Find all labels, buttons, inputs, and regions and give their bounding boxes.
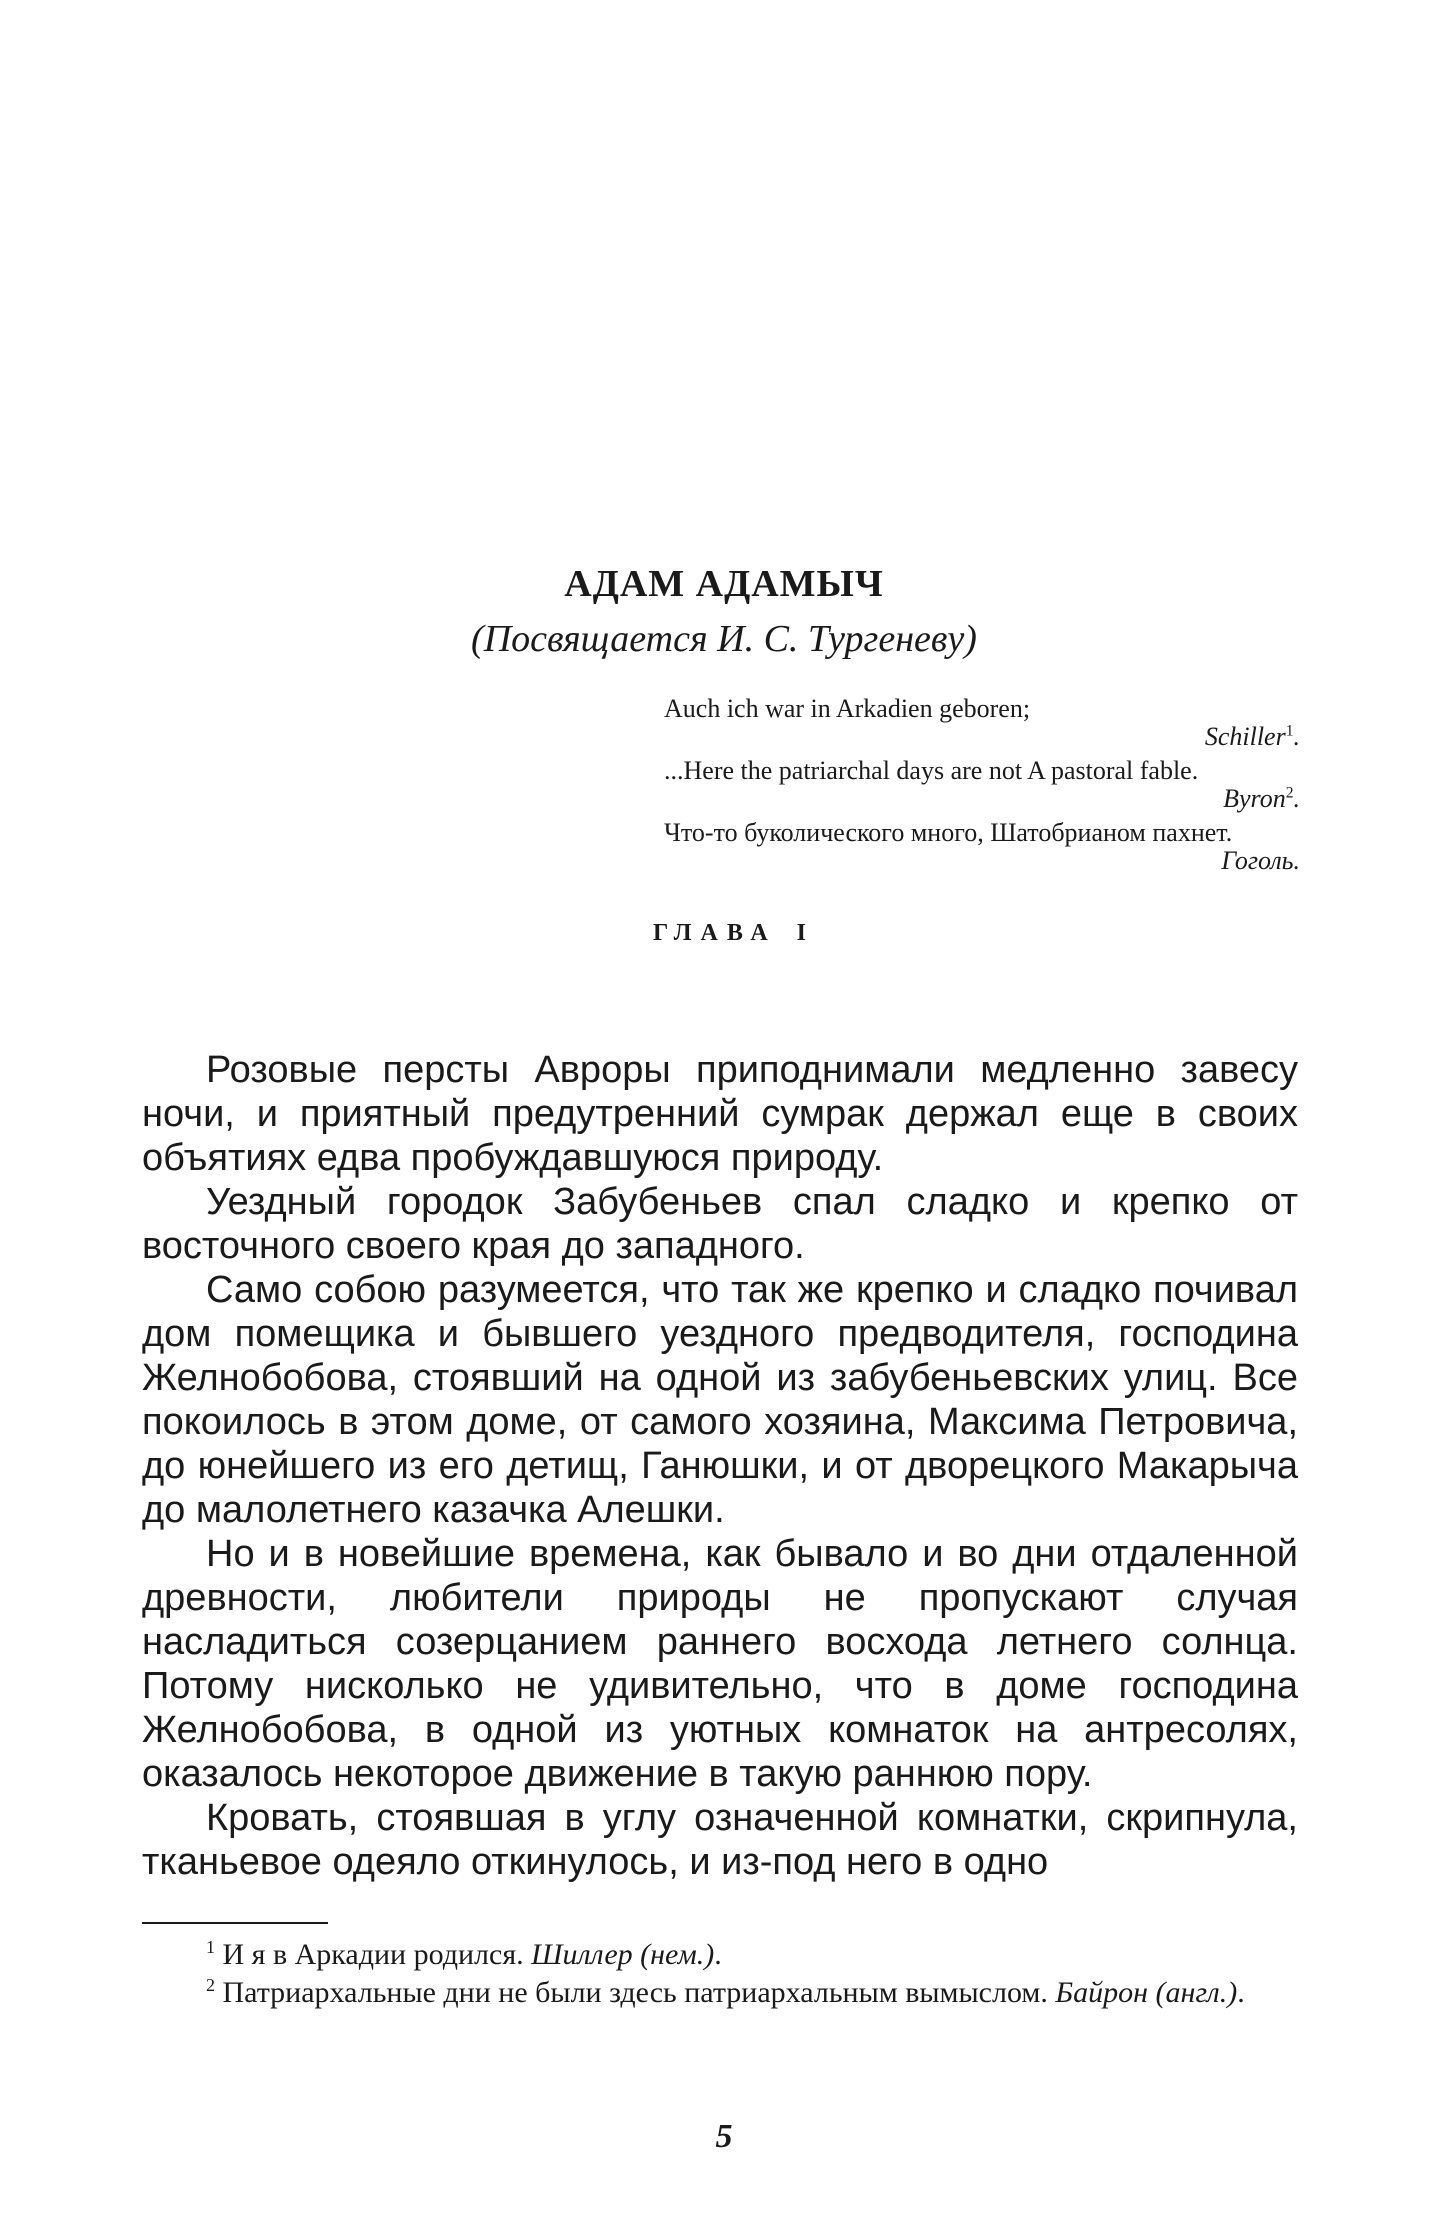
- footnote-end: .: [1237, 1976, 1245, 2009]
- footnote-source: Байрон: [1055, 1976, 1148, 2009]
- footnotes: [142, 1936, 1298, 2012]
- epigraph-text: Что-то буколического много, Шатобрианом пахнет.: [664, 818, 1233, 847]
- epigraph-text: ...Here the patriarchal days are not A pastoral fable.: [664, 756, 1199, 785]
- epigraph-author: Гоголь: [1221, 846, 1294, 875]
- body-text: [142, 1048, 1298, 1884]
- footnote-lang: (нем.): [640, 1938, 715, 1971]
- paragraph: Но и в новейшие времена, как бывало и во дни отдаленной древности, любители природы не пропускают случая насладиться созерцанием раннего восхода летнего солнца. Потому нисколько не удивительно, что в доме господина Желнобобова, в одной из уютных комнаток на антресолях, оказалось некоторое движение в такую раннюю пору.: [142, 1533, 1298, 1795]
- footnote: [142, 1936, 1298, 1974]
- footnote-mark: 2: [206, 1975, 215, 1995]
- paragraph: Само собою разумеется, что так же крепко и сладко почивал дом помещика и бывшего уездного предводителя, господина Желнобобова, стоявший на одной из забубеньевских улиц. Все покоилось в этом доме, от самого хозяина, Максима Петровича, до юнейшего из его детищ, Ганюшки, и от дворецкого Макарыча до малолетнего казачка Алешки.: [142, 1269, 1298, 1531]
- paragraph: Розовые персты Авроры приподнимали медленно завесу ночи, и приятный предутренний сумрак держал еще в своих объятиях едва пробуждавшуюся природу.: [142, 1049, 1298, 1179]
- footnote-divider: [142, 1922, 328, 1924]
- footnote-mark: 1: [206, 1937, 215, 1957]
- paragraph: Кровать, стоявшая в углу означенной комнатки, скрипнула, тканьевое одеяло откинулось, и из-под него в одно: [142, 1797, 1298, 1883]
- epigraph-text: Auch ich war in Arkadien geboren;: [664, 694, 1031, 723]
- page-number: 5: [715, 2118, 733, 2155]
- footnote-ref: 1: [1285, 722, 1294, 740]
- footnote-lang: (англ.): [1155, 1976, 1238, 2009]
- epigraph-attribution: Schiller$^1$.: [1204, 722, 1300, 751]
- footnote-source: Шиллер: [531, 1938, 633, 1971]
- dedication: (Посвящается И. С. Тургеневу): [471, 618, 977, 660]
- footnote-text: И я в Аркадии родился.: [222, 1938, 524, 1971]
- footnote-ref: 2: [1285, 784, 1294, 802]
- epigraph-attribution: Byron$^2$.: [1223, 784, 1300, 813]
- footnote-end: .: [714, 1938, 722, 1971]
- chapter-number: I: [796, 920, 816, 946]
- chapter-heading: [0, 920, 1448, 947]
- chapter-word: ГЛАВА: [652, 920, 777, 946]
- story-title: АДАМ АДАМЫЧ: [564, 563, 884, 605]
- footnote-text: Патриархальные дни не были здесь патриархальным вымыслом.: [222, 1976, 1048, 2009]
- paragraph: Уездный городок Забубеньев спал сладко и крепко от восточного своего края до западного.: [142, 1181, 1298, 1267]
- epigraphs: [664, 695, 1300, 881]
- footnote: [142, 1974, 1298, 2012]
- epigraph-author: Byron: [1223, 784, 1286, 813]
- epigraph-author: Schiller: [1204, 722, 1286, 751]
- epigraph-attribution: Гоголь.: [1221, 846, 1300, 875]
